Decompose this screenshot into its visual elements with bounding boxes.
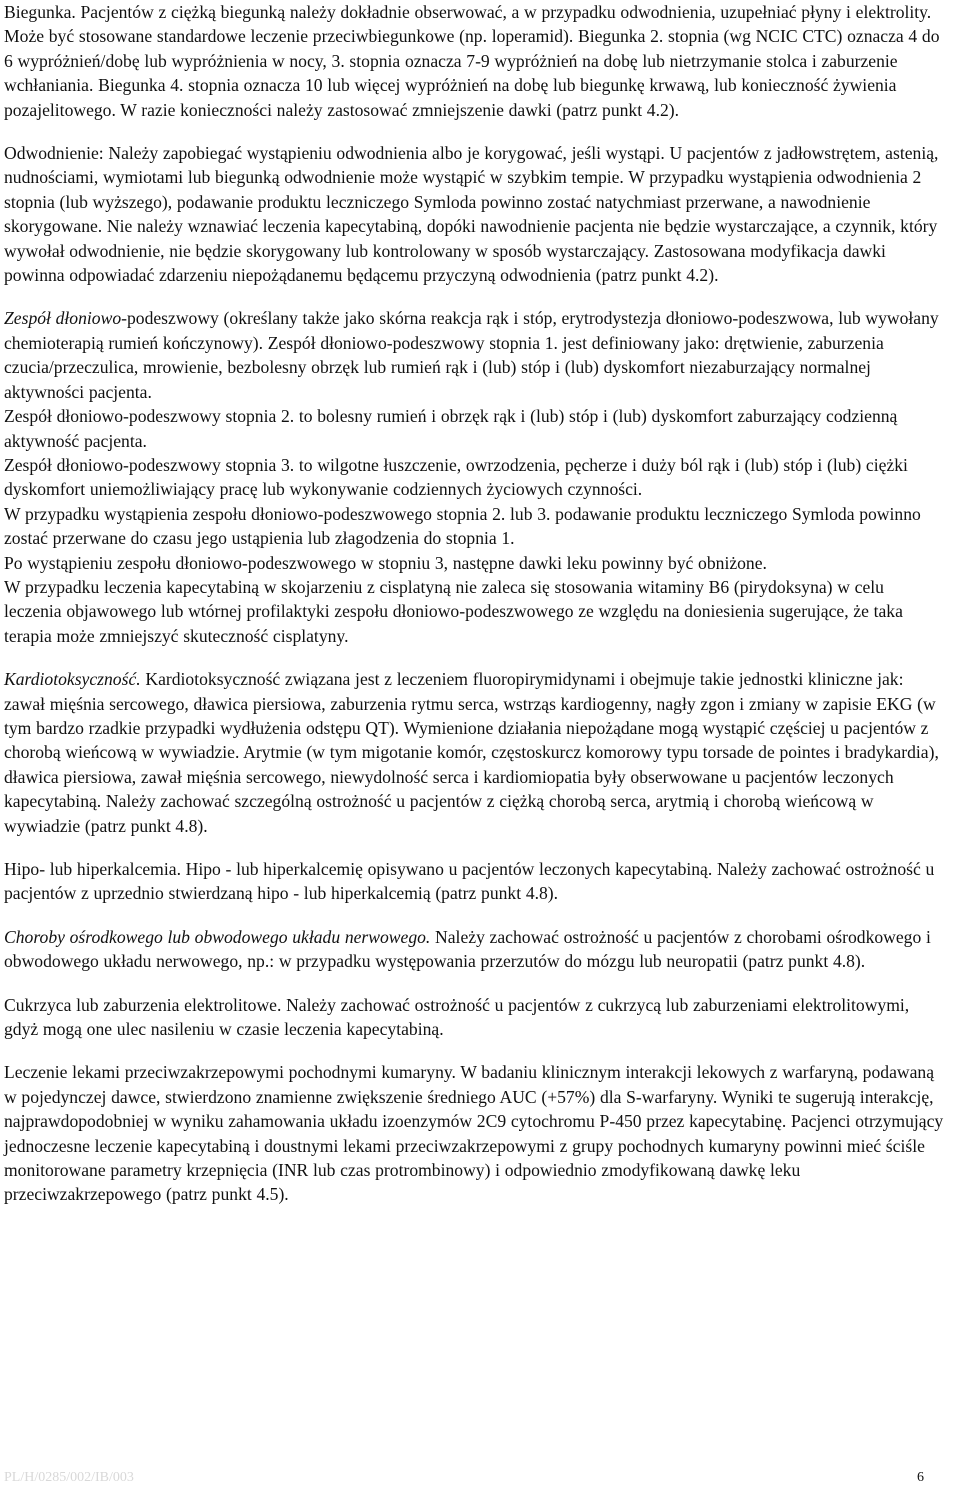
cardiotoxicity-lead: Kardiotoksyczność. <box>4 669 141 690</box>
paragraph-nervous-system <box>4 925 946 974</box>
hand-foot-interruption: W przypadku wystąpienia zespołu dłoniowo-podeszwowego stopnia 2. lub 3. podawanie produktu leczniczego Symloda powinno zostać przerwane do czasu jego ustąpienia lub złagodzenia do stopnia 1. <box>4 503 921 549</box>
paragraph-calcemia: Hipo- lub hiperkalcemia. Hipo - lub hiperkalcemię opisywano u pacjentów leczonych kapecytabiną. Należy zachować ostrożność u pacjentów z uprzednio stwierdzaną hipo - lub hiperkalcemią (patrz punkt 4.8). <box>4 859 935 904</box>
spacer <box>4 287 946 306</box>
hand-foot-dose-reduction: Po wystąpieniu zespołu dłoniowo-podeszwowego w stopniu 3, następne dawki leku powinny być obniżone. <box>4 552 767 573</box>
spacer <box>4 122 946 141</box>
page-number: 6 <box>917 1470 924 1485</box>
hand-foot-lead: Zespół dłoniowo- <box>4 308 127 329</box>
spacer <box>4 648 946 667</box>
paragraph-diabetes: Cukrzyca lub zaburzenia elektrolitowe. Należy zachować ostrożność u pacjentów z cukrzycą lub zaburzeniami elektrolitowymi, gdyż mogą one ulec nasileniu w czasie leczenia kapecytabiną. <box>4 994 910 1040</box>
nervous-system-body: Należy zachować ostrożność u pacjentów z chorobami ośrodkowego i obwodowego układu nerwowego, np.: w przypadku występowania przerzutów do mózgu lub neuropatii (patrz punkt 4.8). <box>4 926 931 972</box>
hand-foot-definition: podeszwowy (określany także jako skórna reakcja rąk i stóp, erytrodystezja dłoniowo-podeszwowa, lub wywołany chemioterapią rumień kończynowy). Zespół dłoniowo-podeszwowy stopnia 1. jest definiowany jako: drętwienie, zaburzenia czucia/przeczulica, mrowienie, bezbolesny obrzęk lub rumień rąk i (lub) stóp i (lub) dyskomfort niezaburzający normalnej aktywności pacjenta. <box>4 308 939 402</box>
nervous-system-lead: Choroby ośrodkowego lub obwodowego układu nerwowego. <box>4 926 431 947</box>
paragraph-diarrhea: Biegunka. Pacjentów z ciężką biegunką należy dokładnie obserwować, a w przypadku odwodnienia, uzupełniać płyny i elektrolity. Może być stosowane standardowe leczenie przeciwbiegunkowe (np. loperamid). Biegunka 2. stopnia (wg NCIC CTC) oznacza 4 do 6 wypróżnień/dobę lub wypróżnienia w nocy, 3. stopnia oznacza 7-9 wypróżnień na dobę lub nietrzymanie stolca i zaburzenie wchłaniania. Biegunka 4. stopnia oznacza 10 lub więcej wypróżnień na dobę lub biegunkę krwawą, lub konieczność żywienia pozajelitowego. W razie konieczności należy zastosować zmniejszenie dawki (patrz punkt 4.2). <box>4 2 940 120</box>
document-page <box>4 0 946 1207</box>
hand-foot-grade-2: Zespół dłoniowo-podeszwowy stopnia 2. to bolesny rumień i obrzęk rąk i (lub) stóp i (lub) dyskomfort zaburzający codzienną aktywność pacjenta. <box>4 406 898 451</box>
page-footer <box>4 1469 924 1487</box>
spacer <box>4 1041 946 1060</box>
document-reference: PL/H/0285/002/IB/003 <box>4 1470 134 1485</box>
hand-foot-grade-3: Zespół dłoniowo-podeszwowy stopnia 3. to wilgotne łuszczenie, owrzodzenia, pęcherze i duży ból rąk i (lub) stóp i (lub) ciężki dyskomfort uniemożliwiający pracę lub wykonywanie codziennych życiowych czynności. <box>4 454 908 500</box>
spacer <box>4 974 946 993</box>
paragraph-cardiotoxicity <box>4 667 946 838</box>
cardiotoxicity-body: Kardiotoksyczność związana jest z leczeniem fluoropirymidynami i obejmuje takie jednostki kliniczne jak: zawał mięśnia sercowego, dławica piersiowa, zaburzenia rytmu serca, wstrząs kardiogenny, nagły zgon i zmiany w zapisie EKG (w tym bardzo rzadkie przypadki wydłużenia odstępu QT). Wymienione działania niepożądane mogą wystąpić częściej u pacjentów z chorobą wieńcową w wywiadzie. Arytmie (w tym migotanie komór, częstoskurcz komorowy typu torsade de pointes i bradykardia), dławica piersiowa, zawał mięśnia sercowego, niewydolność serca i kardiomiopatia były obserwowane u pacjentów leczonych kapecytabiną. Należy zachować szczególną ostrożność u pacjentów z ciężką chorobą serca, arytmią i chorobą wieńcową w wywiadzie (patrz punkt 4.8). <box>4 669 939 836</box>
spacer <box>4 838 946 857</box>
hand-foot-vitamin-b6: W przypadku leczenia kapecytabiną w skojarzeniu z cisplatyną nie zaleca się stosowania witaminy B6 (pirydoksyna) w celu leczenia objawowego lub wtórnej profilaktyki zespołu dłoniowo-podeszwowego ze względu na doniesienia sugerujące, że taka terapia może zmniejszyć skuteczność cisplatyny. <box>4 576 903 646</box>
spacer <box>4 906 946 925</box>
paragraph-dehydration: Odwodnienie: Należy zapobiegać wystąpieniu odwodnienia albo je korygować, jeśli wystąpi. U pacjentów z jadłowstrętem, astenią, nudnościami, wymiotami lub biegunką odwodnienie może wystąpić w szybkim tempie. W przypadku wystąpienia odwodnienia 2 stopnia (lub wyższego), podawanie produktu leczniczego Symloda powinno zostać natychmiast przerwane, a nawodnienie skorygowane. Nie należy wznawiać leczenia kapecytabiną, dopóki nawodnienie pacjenta nie będzie wystarczające, a czynnik, który wywołał odwodnienie, nie będzie skorygowany lub kontrolowany w sposób wystarczający. Zastosowana modyfikacja dawki powinna odpowiadać zdarzeniu niepożądanemu będącemu przyczyną odwodnienia (patrz punkt 4.2). <box>4 143 939 286</box>
paragraph-hand-foot-syndrome <box>4 306 946 404</box>
paragraph-coumarin: Leczenie lekami przeciwzakrzepowymi pochodnymi kumaryny. W badaniu klinicznym interakcji lekowych z warfaryną, podawaną w pojedynczej dawce, stwierdzono znamienne zwiększenie średniego AUC (+57%) dla S-warfaryny. Wyniki te sugerują interakcję, najprawdopodobniej w wyniku zahamowania układu izoenzymów 2C9 cytochromu P-450 przez kapecytabinę. Pacjenci otrzymujący jednoczesne leczenie kapecytabiną i doustnymi lekami przeciwzakrzepowymi z grupy pochodnych kumaryny powinni mieć ściśle monitorowane parametry krzepnięcia (INR lub czas protrombinowy) i odpowiednio zmodyfikowaną dawkę leku przeciwzakrzepowego (patrz punkt 4.5). <box>4 1062 944 1205</box>
